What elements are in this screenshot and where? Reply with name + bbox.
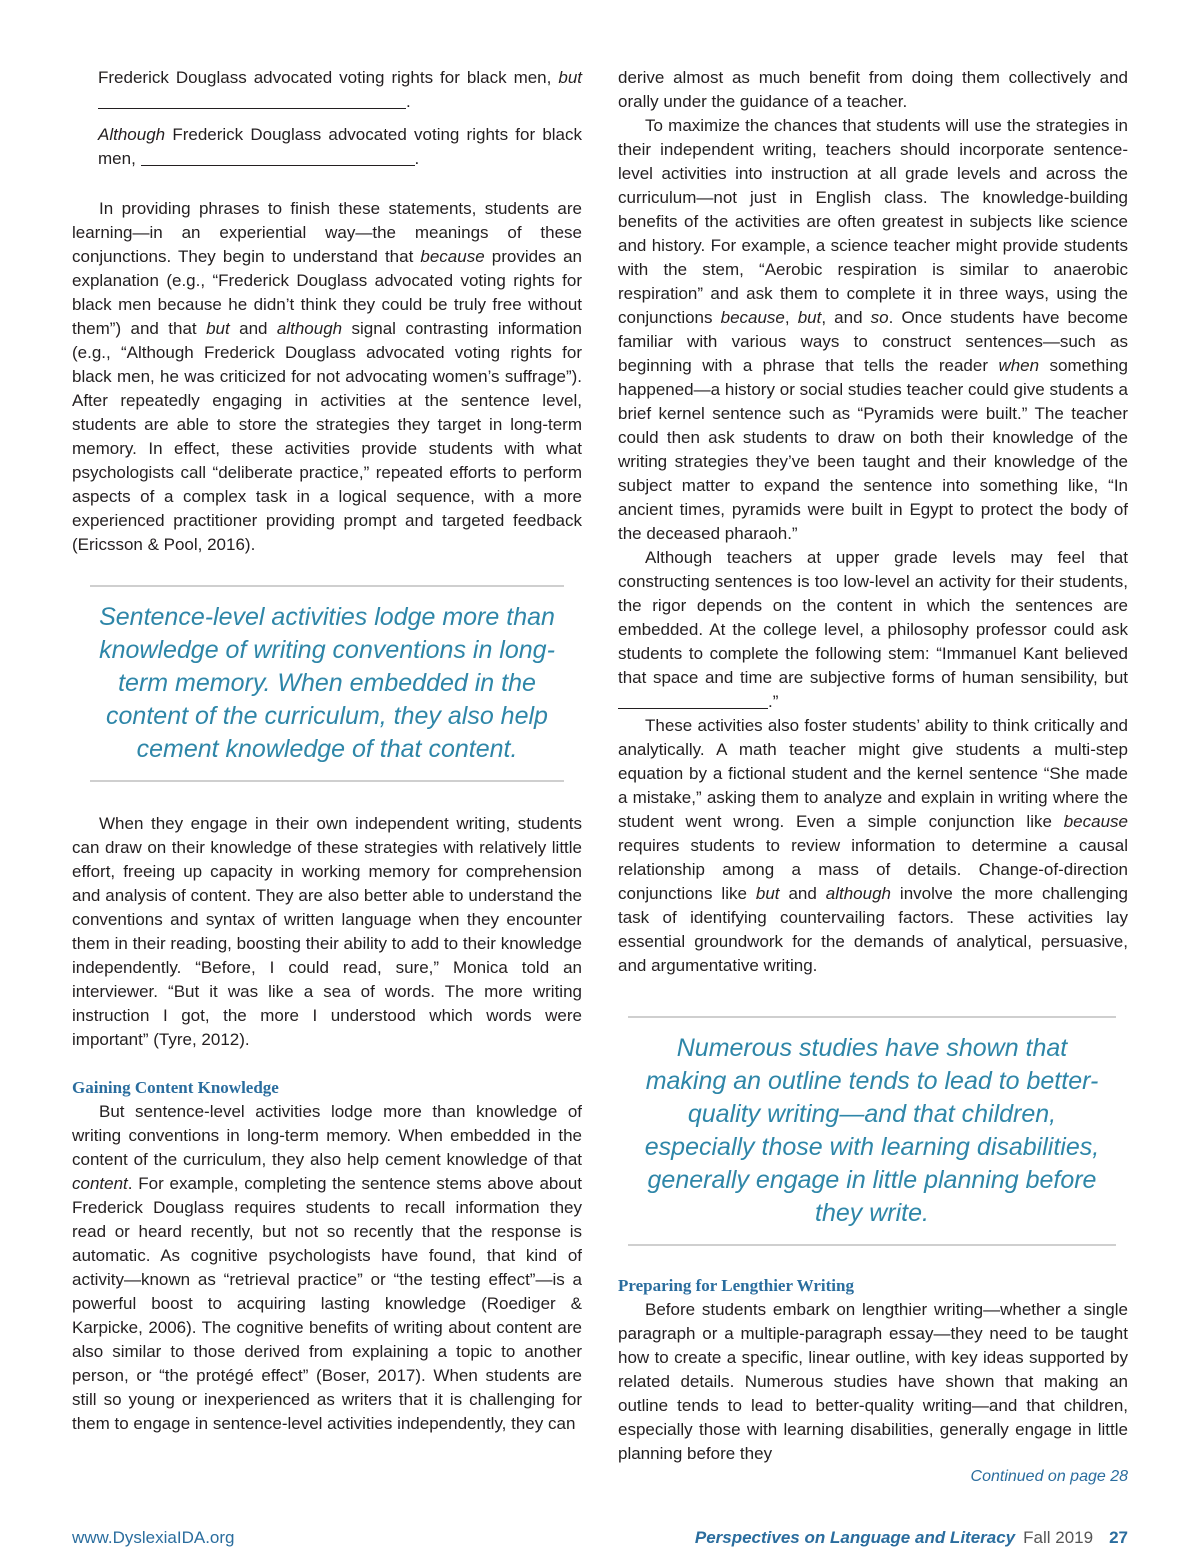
- example-text: Frederick Douglass advocated voting rights for black men,: [98, 68, 552, 87]
- example-sentence-but: [72, 66, 582, 114]
- paragraph-upper-grade-rigor: Although teachers at upper grade levels may feel that constructing sentences is too low-level an activity for their students, the rigor depends on the content in which the sentences are embedded. At the college level, a philosophy professor could ask students to complete the following stem: “Immanuel Kant believed that space and time are subjective forms of human sensibility, but .”: [618, 548, 1128, 711]
- example-conjunction: but: [558, 68, 582, 87]
- heading-preparing-lengthier-writing: Preparing for Lengthier Writing: [618, 1276, 854, 1295]
- paragraph-independent-writing: When they engage in their own independent writing, students can draw on their knowledge of these strategies with relatively little effort, freeing up capacity in working memory for comprehension and analysis of content. They are also better able to understand the conventions and syntax of written language when they encounter them in their reading, boosting their ability to add to their knowledge independently. “Before, I could read, sure,” Monica told an interviewer. “But it was like a sea of words. The more writing instruction I got, the more I understood which words were important” (Tyre, 2012).: [72, 814, 582, 1049]
- answer-blank: [141, 149, 415, 166]
- website-link[interactable]: www.DyslexiaIDA.org: [72, 1528, 235, 1547]
- example-text: Frederick Douglass advocated voting rights for black men,: [98, 125, 582, 168]
- left-column: [72, 66, 582, 1436]
- answer-blank: [618, 692, 768, 709]
- page-footer: [72, 1528, 1128, 1554]
- right-column: [618, 66, 1128, 1488]
- paragraph-maximize-chances: To maximize the chances that students will use the strategies in their independent writing, teachers should incorporate sentence-level activities into instruction at all grade levels and across the curriculum—not just in English class. The knowledge-building benefits of the activities are often greatest in subjects like science and history. For example, a science teacher might provide students with the stem, “Aerobic respiration is similar to anaerobic respiration” and ask them to complete it in three ways, using the conjunctions because, but, and so. Once students have become familiar with various ways to construct sentences—such as beginning with a phrase that tells the reader when something happened—a history or social studies teacher could give students a brief kernel sentence such as “Pyramids were built.” The teacher could then ask students to draw on both their knowledge of the writing strategies they’ve been taught and their knowledge of the subject matter to expand the sentence into something like, “In ancient times, pyramids were built in Egypt to protect the body of the deceased pharaoh.”: [618, 116, 1128, 543]
- paragraph-content-knowledge: But sentence-level activities lodge more than knowledge of writing conventions in long-term memory. When embedded in the content of the curriculum, they also help cement knowledge of that content. For example, completing the sentence stems above about Frederick Douglass requires students to recall information they read or heard recently, but not so recently that the response is automatic. As cognitive psychologists have found, that kind of activity—known as “retrieval practice” or “the testing effect”—is a powerful boost to acquiring lasting knowledge (Roediger & Karpicke, 2006). The cognitive benefits of writing about content are also similar to those derived from explaining a topic to another person, or “the protégé effect” (Boser, 2017). When students are still so young or inexperienced as writers that it is challenging for them to engage in sentence-level activities independently, they can: [72, 1102, 582, 1433]
- example-conjunction: Although: [98, 125, 166, 144]
- example-end: .: [406, 92, 411, 111]
- pull-quote-left: Sentence-level activities lodge more than knowledge of writing conventions in long-term memory. When embedded in the content of the curriculum, they also help cement knowledge of that content.: [90, 585, 564, 782]
- paragraph-critical-thinking: These activities also foster students’ ability to think critically and analytically. A math teacher might give students a multi-step equation by a fictional student and the kernel sentence “She made a mistake,” asking them to analyze and explain in writing where the student went wrong. Even a simple conjunction like because requires students to review information to determine a causal relationship among a mass of details. Change-of-direction conjunctions like but and although involve the more challenging task of identifying countervailing factors. These activities lay essential groundwork for the demands of analytical, persuasive, and argumentative writing.: [618, 716, 1128, 975]
- issue-label: Fall 2019: [1023, 1528, 1094, 1547]
- example-sentence-although: [72, 123, 582, 171]
- continued-note[interactable]: Continued on page 28: [970, 1468, 1128, 1485]
- paragraph-collective-benefit: derive almost as much benefit from doing them collectively and orally under the guidance of a teacher.: [618, 68, 1128, 111]
- heading-gaining-content-knowledge: Gaining Content Knowledge: [72, 1078, 279, 1097]
- journal-title: Perspectives on Language and Literacy: [694, 1528, 1016, 1547]
- answer-blank: [98, 92, 406, 109]
- example-end: .: [414, 149, 420, 168]
- pull-quote-right: Numerous studies have shown that making an outline tends to lead to better-quality writing—and that children, especially those with learning disabilities, generally engage in little planning before they write.: [628, 1016, 1116, 1246]
- paragraph-conjunction-meanings: In providing phrases to finish these statements, students are learning—in an experiential way—the meanings of these conjunctions. They begin to understand that because provides an explanation (e.g., “Frederick Douglass advocated voting rights for black men because he didn’t think they could be truly free without them”) and that but and although signal contrasting information (e.g., “Although Frederick Douglass advocated voting rights for black men, he was criticized for not advocating women’s suffrage”). After repeatedly engaging in activities at the sentence level, students are able to store the strategies they target in long-term memory. In effect, these activities provide students with what psychologists call “deliberate practice,” repeated efforts to perform aspects of a complex task in a logical sequence, with a more experienced practitioner providing prompt and targeted feedback (Ericsson & Pool, 2016).: [72, 199, 583, 554]
- footer-publication: [695, 1528, 1128, 1548]
- page-number: 27: [1109, 1528, 1128, 1547]
- paragraph-lengthier-writing: Before students embark on lengthier writing—whether a single paragraph or a multiple-paragraph essay—they need to be taught how to create a specific, linear outline, with key ideas supported by related details. Numerous studies have shown that making an outline tends to lead to better-quality writing—and that children, especially those with learning disabilities, generally engage in little planning before they: [618, 1300, 1128, 1463]
